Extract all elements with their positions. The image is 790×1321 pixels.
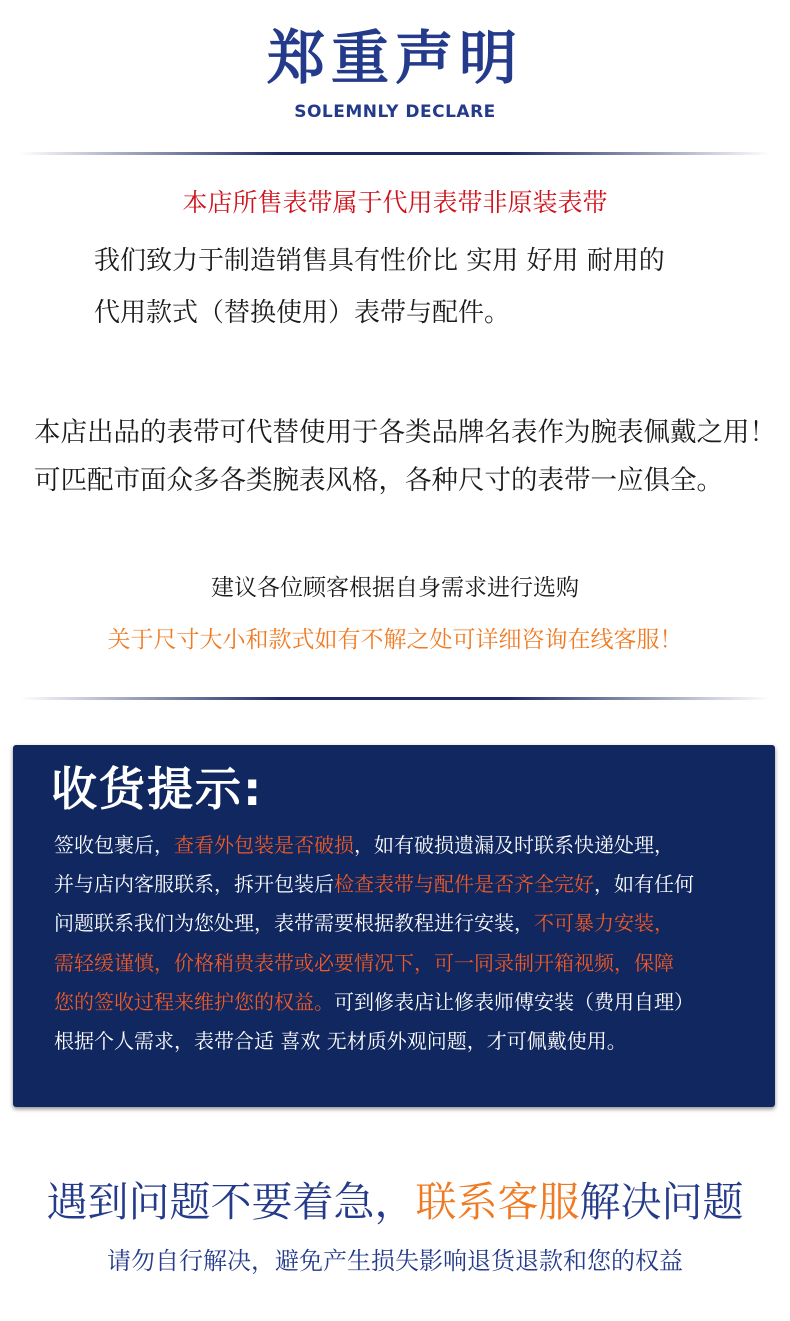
consult-service-note: 关于尺寸大小和款式如有不解之处可详细咨询在线客服！: [107, 627, 683, 653]
notice-text: 并与店内客服联系，拆开包装后: [54, 872, 334, 896]
notice-line: [54, 869, 694, 899]
notice-highlight: 需轻缓谨慎，价格稍贵表带或必要情况下，可一同录制开箱视频，保障: [54, 951, 674, 975]
contact-service-highlight: 联系客服: [415, 1178, 580, 1226]
intro-line: 代用款式（替换使用）表带与配件。: [94, 298, 511, 328]
notice-text: ，如有破损遗漏及时联系快递处理，: [354, 833, 674, 857]
intro-line: 我们致力于制造销售具有性价比 实用 好用 耐用的: [94, 246, 665, 276]
notice-line: [54, 987, 694, 1017]
notice-line: [54, 830, 674, 860]
page-title: 郑重声明: [266, 24, 523, 92]
purchase-suggestion: 建议各位顾客根据自身需求进行选购: [211, 575, 579, 601]
contact-service-banner: [0, 1176, 790, 1228]
notice-text: 根据个人需求，表带合适 喜欢 无材质外观问题，才可佩戴使用。: [54, 1029, 627, 1053]
banner-subtitle: 请勿自行解决，避免产生损失影响退货退款和您的权益: [107, 1247, 683, 1275]
compatibility-line: 可匹配市面众多各类腕表风格，各种尺寸的表带一应俱全。: [34, 465, 723, 496]
notice-title: 收货提示:: [51, 762, 264, 816]
non-original-notice: 本店所售表带属于代用表带非原装表带: [182, 188, 608, 217]
notice-highlight: 不可暴力安装，: [534, 911, 674, 935]
notice-text: 签收包裹后，: [54, 833, 174, 857]
divider: [20, 152, 770, 155]
compatibility-line: 本店出品的表带可代替使用于各类品牌名表作为腕表佩戴之用！: [34, 417, 776, 448]
notice-highlight: 检查表带与配件是否齐全完好: [334, 872, 594, 896]
notice-line: [54, 948, 674, 978]
banner-text: 遇到问题不要着急，: [46, 1178, 416, 1226]
notice-line: [54, 1026, 627, 1056]
notice-text: 可到修表店让修表师傅安装（费用自理）: [334, 990, 694, 1014]
divider: [20, 697, 770, 700]
receipt-notice-panel: [13, 745, 775, 1107]
notice-text: 问题联系我们为您处理，表带需要根据教程进行安装，: [54, 911, 534, 935]
notice-text: ，如有任何: [594, 872, 694, 896]
notice-line: [54, 908, 674, 938]
page-subtitle: SOLEMNLY DECLARE: [294, 102, 496, 122]
notice-highlight: 您的签收过程来维护您的权益。: [54, 990, 334, 1014]
notice-highlight: 查看外包装是否破损: [174, 833, 354, 857]
banner-text: 解决问题: [579, 1178, 744, 1226]
